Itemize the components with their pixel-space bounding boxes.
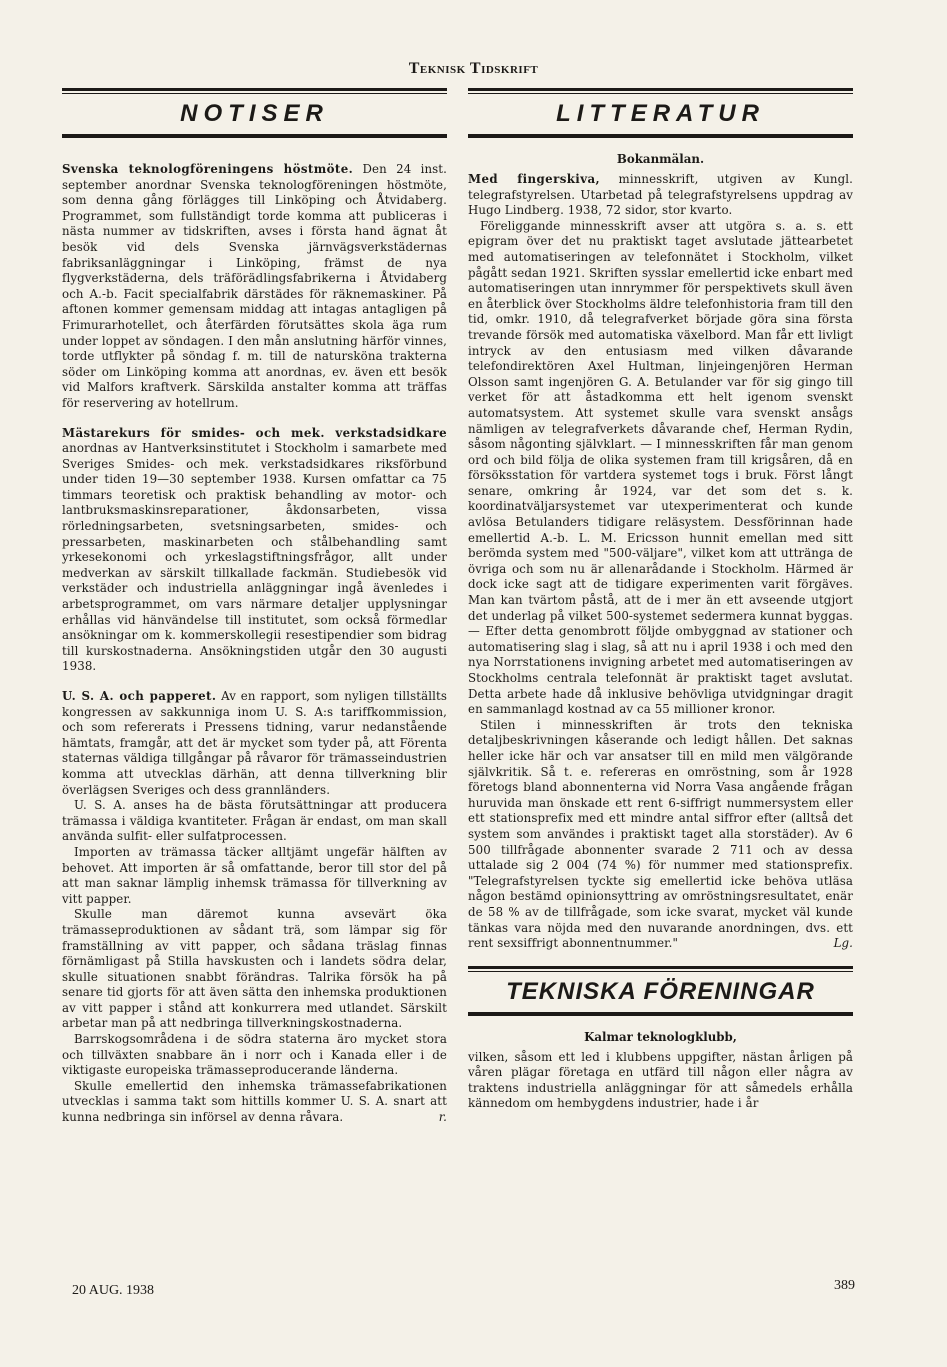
subheading-bokanmalan: Bokanmälan. xyxy=(616,152,705,166)
article-usa-papperet xyxy=(62,689,447,1126)
article-title: U. S. A. och papperet. xyxy=(62,689,217,703)
article-text: Skulle emellertid den inhemska trämassefabrikationen utvecklas i samma takt som hittills kommer U. S. A. snart att kunna nedbringa sin införsel av denna råvara. xyxy=(62,1078,447,1125)
article-text: anordnas av Hantverksinstitutet i Stockholm i samarbete med Sveriges Smides- och mek. verkstadsidkares riksförbund under tiden 19—30 september 1938. Kursen omfattar ca 75 timmars teoretisk och praktisk behandling av motor- och lantbruksmaskinsreparationer, åkdonsarbeten, vissa rörledningsarbeten, svetsningsarbeten, smides- och pressarbeten, maskinarbeten och stålbehandling samt yrkesekonomi och yrkeslagstiftningsfrågor, allt under medverkan av särskilt tillkallade fackmän. Studiebesök vid verkstäder och industriella anläggningar ingå ävenledes i arbetsprogrammet, om vars närmare detaljer upplysningar erhållas vid hänvändelse till institutet, som också förmedlar ansökningar om k. kommerskollegii resestipendier som bidrag till kurskostnaderna. Ansökningstiden utgår den 30 augusti 1938. xyxy=(62,441,447,674)
article-paragraph: Skulle man däremot kunna avsevärt öka trämasseproduktionen av sådant trä, som lämpar sig för framställning av vitt papper, och sådana träslag finnas förnämligast på Stilla havskusten och i landets södra delar, skulle situationen snabbt förändras. Talrika försök ha på senare tid gjorts för att även sätta den inhemska produktionen av vitt papper i stånd att konkurrera med utlandet. Särskilt arbetar man på att nedbringa tillverkningskostnaderna. xyxy=(62,907,447,1031)
article-paragraph: Barrskogsområdena i de södra staterna äro mycket stora och tillväxten snabbare än i norr och i Kanada eller i de viktigaste europeiska trämasseproducerande länderna. xyxy=(62,1032,447,1078)
article-teknologforeningen xyxy=(62,162,447,412)
article-paragraph: U. S. A. anses ha de bästa förutsättningar att producera trämassa i väldiga kvantiteter. Frågan är endast, om man skall använda sulfit- eller sulfatprocessen. xyxy=(62,798,447,844)
right-column xyxy=(468,88,853,1112)
divider xyxy=(62,93,447,94)
divider xyxy=(62,135,447,138)
page-number: 389 xyxy=(834,1278,855,1293)
left-column xyxy=(62,88,447,1126)
article-title: Svenska teknologföreningens höstmöte. xyxy=(62,162,354,176)
article-signature: Lg. xyxy=(833,936,853,951)
article-text: Den 24 inst. september anordnar Svenska teknologföreningen höstmöte, som denna gång förlägges till Linköping och Åtvidaberg. Programmet, som fullständigt torde komma att publiceras i nästa nummer av tidskriften, avses i första hand ägnat åt besök vid dels Svenska järnvägsverkstädernas fabriksanläggningar i Linköping, främst de nya flygverkstäderna, dels träförädlingsfabrikerna i Åtvidaberg och A.-b. Facit specialfabrik därstädes för räknemaskiner. På aftonen kommer gemensam middag att intagas antagligen på Frimurarhotellet, och återfärden förutsättes skola äga rum under loppet av söndagen. I den mån anslutning härför vinnes, torde utflykter på söndag f. m. till de natursköna trakterna söder om Linköping komma att anordnas, ev. även ett besök vid Malfors kraftverk. Särskilda anstalter komma att träffas för reservering av hotellrum. xyxy=(62,162,447,410)
article-text: minnesskrift, utgiven av Kungl. telegrafstyrelsen. Utarbetad på telegrafstyrelsens uppdrag av Hugo Lindberg. 1938, 72 sidor, stor kvarto. xyxy=(468,172,853,218)
divider xyxy=(468,88,853,91)
article-paragraph xyxy=(468,718,853,952)
article-kalmar-teknologklubb xyxy=(468,1050,853,1112)
section-heading-notiser: NOTISER xyxy=(180,100,329,127)
article-paragraph xyxy=(62,1079,447,1126)
divider xyxy=(62,88,447,91)
article-paragraph: vilken, såsom ett led i klubbens uppgifter, nästan årligen på våren plägar företaga en utfärd till någon eller några av traktens industriella anläggningar för att såmedels erhålla kännedom om hembygdens industrier, hade i år xyxy=(468,1049,853,1111)
section-heading-litteratur: LITTERATUR xyxy=(556,100,765,127)
article-med-fingerskiva xyxy=(468,172,853,952)
article-text: Av en rapport, som nyligen tillställts kongressen av sakkunniga inom U. S. A:s tariffkommission, och som refererats i Pressens tidning, varur nedanstående hämtats, framgår, att det är mycket som tyder på, att Förenta staternas väldiga tillgångar på råvaror för trämasseindustrien komma att utvecklas därhän, att denna tillverkning blir överlägsen Sveriges och dess grannländers. xyxy=(62,689,447,797)
article-signature: r. xyxy=(438,1110,447,1125)
club-title: Kalmar teknologklubb, xyxy=(584,1029,737,1044)
article-mastarekurs xyxy=(62,426,447,676)
divider xyxy=(468,971,853,972)
masthead: Teknisk Tidskrift xyxy=(408,60,539,77)
article-paragraph: Föreliggande minnesskrift avser att utgöra s. a. s. ett epigram över det nu praktiskt taget avslutade jättearbetet med automatiseringen av telefonnätet i Stockholm, vilket pågått sedan 1921. Skriften sysslar emellertid icke enbart med automatiseringen utan innrymmer för perspektivets skull även en återblick över Stockholms äldre telefonhistoria fram till den tid, omkr. 1910, då telegrafverket började göra sina första trevande försök med automatiska växelbord. Man får ett livligt intryck av den entusiasm med vilken dåvarande telefondirektören Axel Hultman, linjeingenjören Herman Olsson samt ingenjören G. A. Betulander var för sig gingo till verket för att åstadkomma ett helt igenom svenskt automatsystem. Att systemet skulle vara svenskt ansågs nämligen av telegrafverkets dåvarande chef, Herman Rydin, såsom någonting självklart. — I minnesskriften får man genom ord och bild följa de olika systemen fram till krigsåren, då en försöksstation för vartdera systemet togs i bruk. Först långt senare, omkring år 1924, var det som det s. k. koordinatväljarsystemet var utexperimenterat och kunde avlösa Betulanders tidigare reläsystem. Dessförinnan hade emellertid A.-b. L. M. Ericsson hunnit emellan med sitt berömda system med "500-väljare", vilket kom att uttränga de övriga och som nu är allenarådande i Stockholm. Härmed är dock icke sagt att de tidigare experimenten varit förgäves. Man kan tvärtom påstå, att de i mer än ett avseende utgjort det underlag på vilket 500-systemet sedermera kunnat byggas. — Efter detta genombrott följde ombyggnad av stationer och automatisering slag i slag, så att nu i april 1938 i och med den nya Norrstationens invigning arbetet med automatiseringen av Stockholms centrala telefonnät är praktiskt taget avslutat. Detta arbete hade då inklusive behövliga utvidgningar dragit en sammanlagd kostnad av ca 55 millioner kronor. xyxy=(468,218,853,717)
article-paragraph: Importen av trämassa täcker alltjämt ungefär hälften av behovet. Att importen är så omfattande, beror till stor del på att man saknar lämplig inhemsk trämassa för tillverkning av vitt papper. xyxy=(62,844,447,906)
article-text: Stilen i minnesskriften är trots den tekniska detaljbeskrivningen kåserande och ledigt hållen. Det saknas heller icke här och var ansatser till en mild men välgörande självkritik. Så t. e. refereras en omröstning, som år 1928 företogs bland abonnenterna vid Norra Vasa angående frågan huruvida man önskade ett rent 6-siffrigt nummersystem eller ett stationsprefix med ett mindre antal siffror efter (alltså det system som användes i praktiskt taget alla storstäder). Av 6 500 tillfrågade abonnenter svarade 2 711 och av dessa uttalade sig 2 004 (74 %) för nummer med stationsprefix. "Telegrafstyrelsen tyckte sig emellertid icke behöva utläsa någon bestämd opinionsyttring av omröstningsresultatet, enär de 58 % av de tillfrågade, som icke svarat, mycket väl kunde tänkas vara nöjda med den nuvarande anordningen, dvs. ett rent sexsiffrigt abonnentnummer." xyxy=(468,717,853,951)
section-heading-tekniska-foreningar: TEKNISKA FÖRENINGAR xyxy=(506,977,815,1005)
divider xyxy=(468,1013,853,1016)
divider xyxy=(468,135,853,138)
divider xyxy=(468,966,853,969)
footer-date: 20 AUG. 1938 xyxy=(72,1283,155,1298)
article-title: Mästarekurs för smides- och mek. verkstadsidkare xyxy=(62,425,447,440)
article-title: Med fingerskiva, xyxy=(468,172,600,186)
divider xyxy=(468,93,853,94)
